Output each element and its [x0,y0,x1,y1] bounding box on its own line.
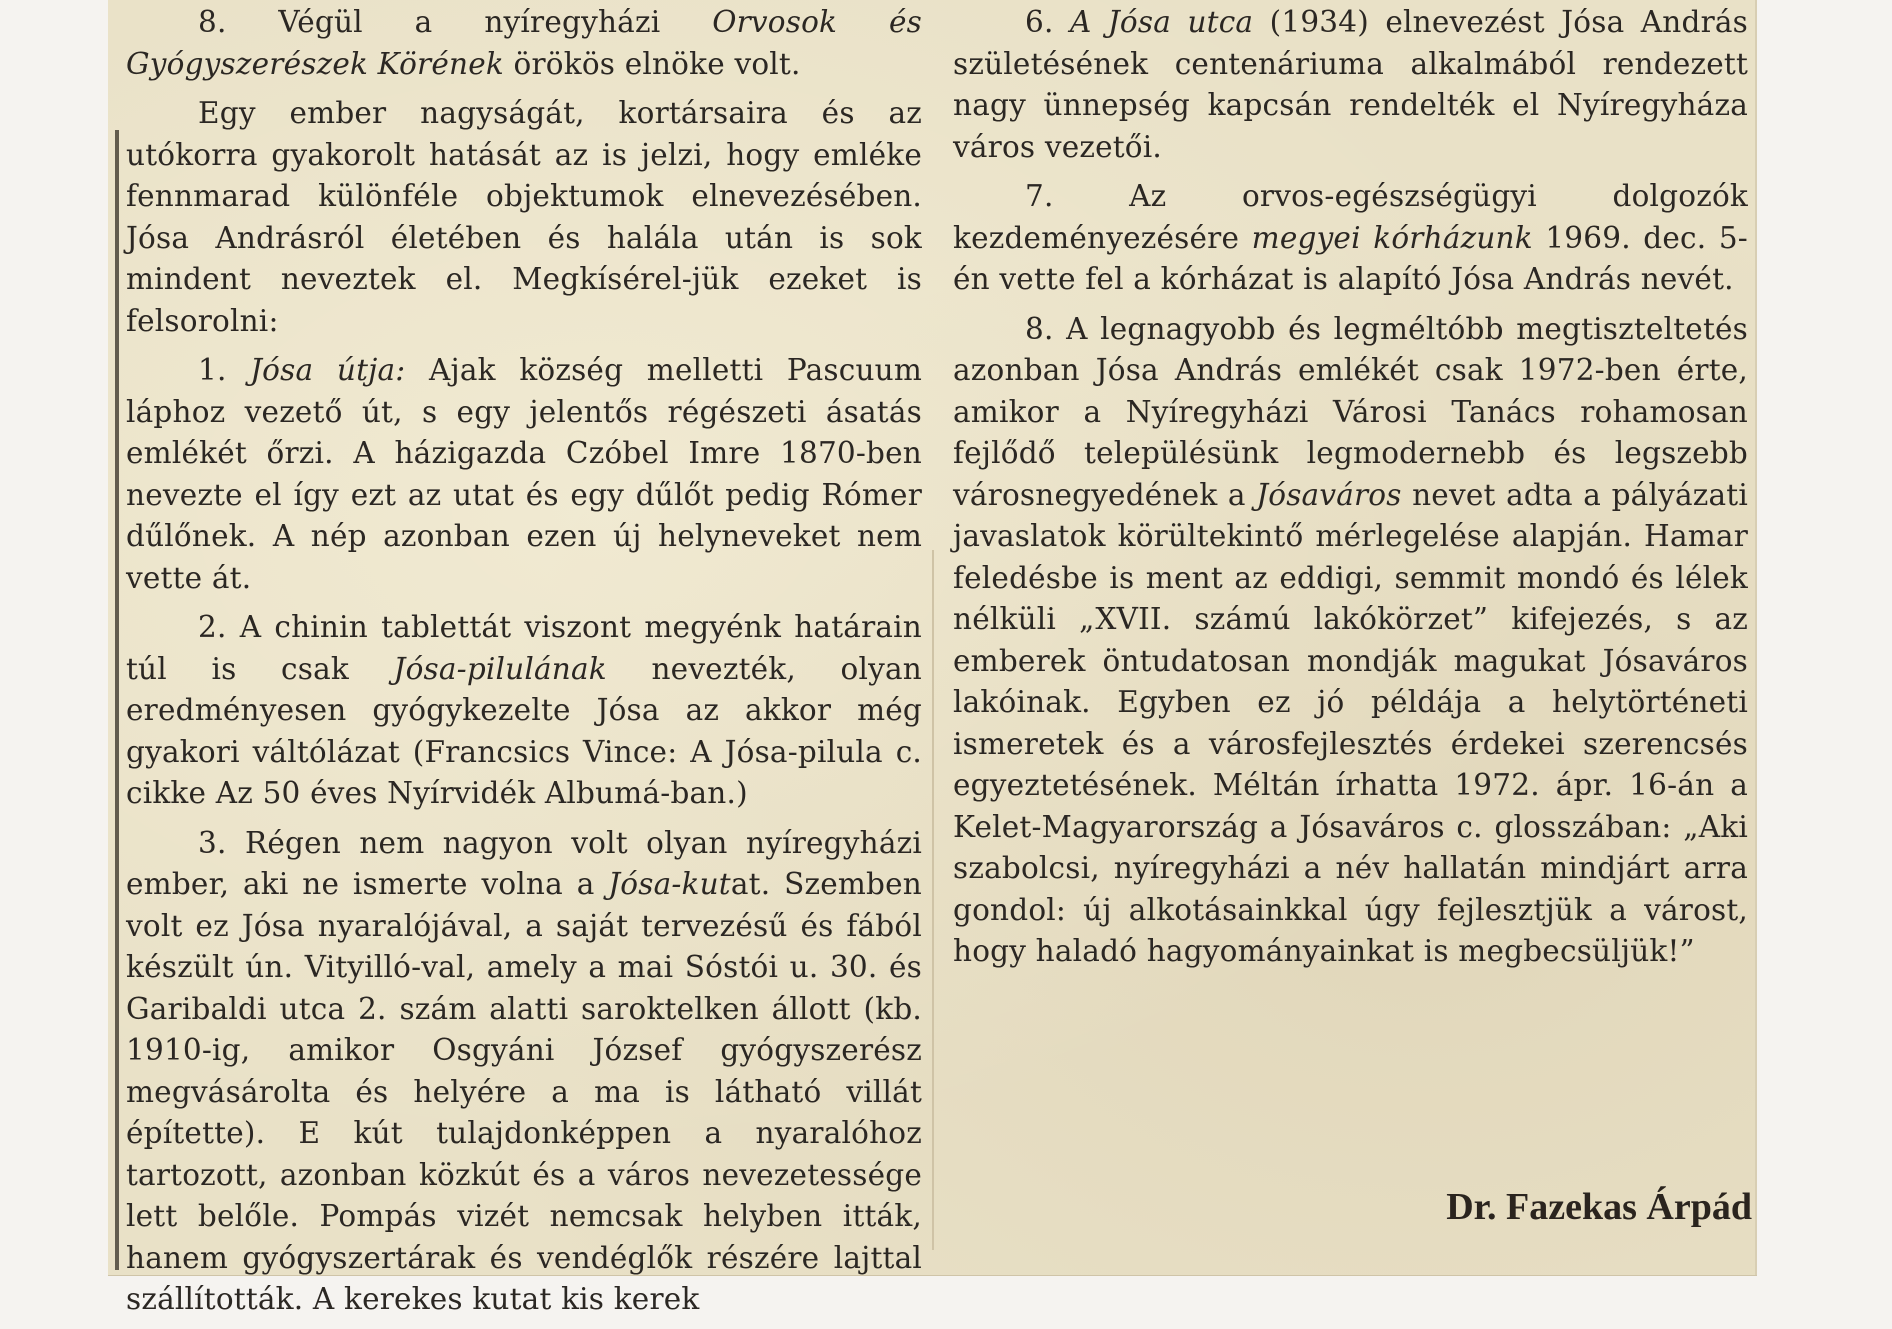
paragraph-2-josa-pilula: 2. A chinin tablettát viszont megyénk határain túl is csak Jósa-pilulának nevezték, olyan eredményesen gyógykezelte Jósa az akkor még gyakori váltólázat (Francsics Vince: A Jósa-pilula c. cikke Az 50 éves Nyírvidék Albumá-ban.) [126,610,922,810]
paragraph-intro: Egy ember nagyságát, kortársaira és az utókorra gyakorolt hatását az is jelzi, hogy emléke fennmarad különféle objektumok elnevezésében. Jósa Andrásról életében és halála után is sok mindent neveztek el. Megkísérel-jük ezeket is felsorolni: [126,96,922,338]
column-rule-left [115,130,119,1270]
paragraph-8-orvosok: 8. Végül a nyíregyházi Orvosok és Gyógyszerészek Körének örökös elnöke volt. [126,5,922,81]
right-column [953,2,1748,981]
paragraph-7-korhaz: 7. Az orvos-egészségügyi dolgozók kezdeményezésére megyei kórházunk 1969. dec. 5-én vette fel a kórházat is alapító Jósa András nevét. [953,179,1748,296]
paragraph-8-josavaros: 8. A legnagyobb és legméltóbb megtiszteltetés azonban Jósa András emlékét csak 1972-ben érte, amikor a Nyíregyházi Városi Tanács rohamosan fejlődő településünk legmodernebb és legszebb városnegyedének a Jósaváros nevet adta a pályázati javaslatok körültekintő mérlegelése alapján. Hamar feledésbe is ment az eddigi, semmit mondó és lélek nélküli „XVII. számú lakókörzet” kifejezés, s az emberek öntudatosan mondják magukat Jósaváros lakóinak. Egyben ez jó példája a helytörténeti ismeretek és a városfejlesztés érdekei szerencsés egyeztetésének. Méltán írhatta 1972. ápr. 16-án a Kelet-Magyarország a Jósaváros c. glosszában: „Aki szabolcsi, nyíregyházi a név hallatán mindjárt arra gondol: új alkotásainkkal úgy fejlesztjük a várost, hogy haladó hagyományainkat is megbecsüljük!” [953,311,1748,968]
author-signature: Dr. Fazekas Árpád [1446,1186,1752,1228]
paragraph-1-josa-utja: 1. Jósa útja: Ajak község melletti Pascuum láphoz vezető út, s egy jelentős régészeti ásatás emlékét őrzi. A házigazda Czóbel Imre 1870-ben nevezte el így ezt az utat és egy dűlőt pedig Rómer dűlőnek. A nép azonban ezen új helyneveket nem vette át. [126,353,923,595]
paragraph-3-josa-kut: 3. Régen nem nagyon volt olyan nyíregyházi ember, aki ne ismerte volna a Jósa-kutat. Szemben volt ez Jósa nyaralójával, a saját tervezésű és fából készült ún. Vityilló-val, amely a mai Sóstói u. 30. és Garibaldi utca 2. szám alatti saroktelken állott (kb. 1910-ig, amikor Osgyáni József gyógyszerész megvásárolta és helyére a ma is látható villát építette). E kút tulajdonképpen a nyaralóhoz tartozott, azonban közkút és a város nevezetessége lett belőle. Pompás vizét nemcsak helyben itták, hanem gyógyszertárak és vendéglők részére lajttal szállították. A kerekes kutat kis kerek [126,825,922,1316]
left-column [126,2,922,1329]
column-divider [932,550,934,1250]
paragraph-6-josa-utca: 6. A Jósa utca (1934) elnevezést Jósa András születésének centenáriuma alkalmából rendezett nagy ünnepség kapcsán rendelték el Nyíregyháza város vezetői. [953,5,1749,164]
